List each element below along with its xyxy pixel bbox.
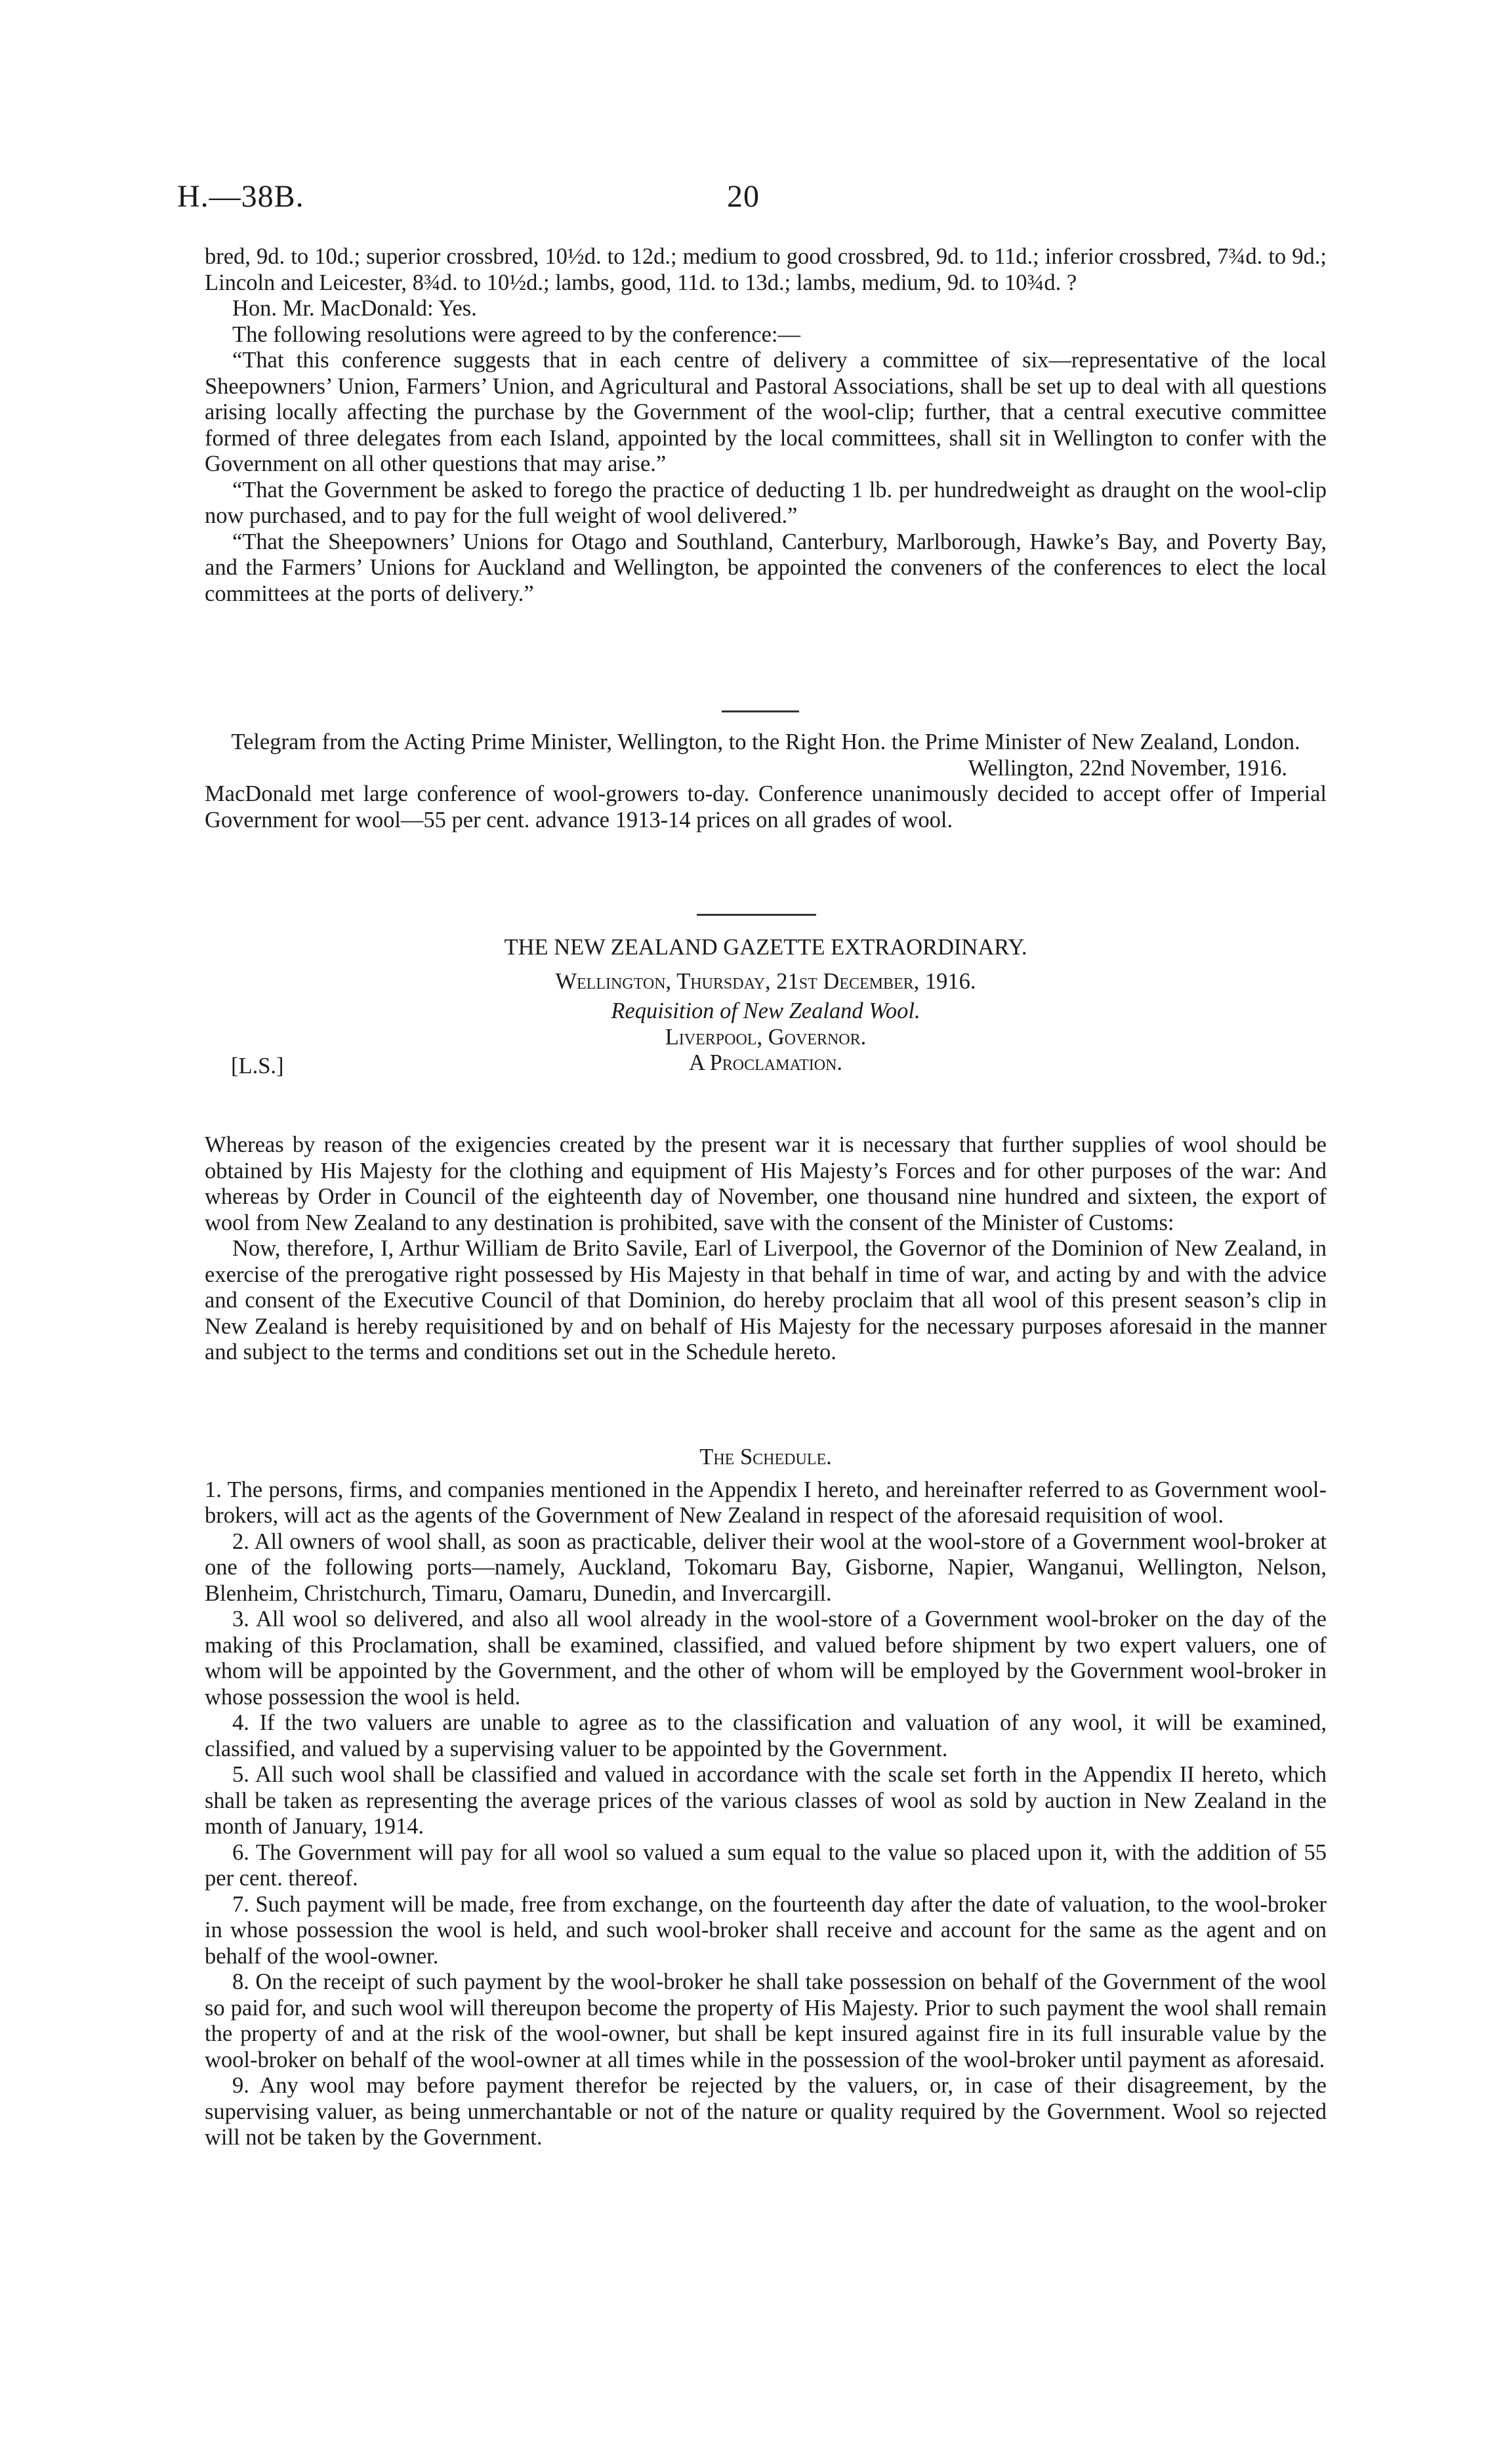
governor-signature: Liverpool, Governor. <box>665 1024 867 1050</box>
section-divider <box>697 914 816 916</box>
report-reference: H.—38B. <box>177 179 304 214</box>
gazette-title: THE NEW ZEALAND GAZETTE EXTRAORDINARY. <box>504 935 1027 960</box>
page-number: 20 <box>727 179 760 214</box>
price-section <box>205 244 1327 607</box>
proclamation-subject: Requisition of New Zealand Wool. <box>611 998 920 1023</box>
proclamation-heading: A Proclamation. <box>688 1050 843 1075</box>
telegram-body: MacDonald met large conference of wool-growers to-day. Conference unanimously decided to accept offer of Imperial Government for wool—55 per cent. advance 1913-14 prices on all grades of wool. <box>205 781 1327 832</box>
section-divider <box>722 710 799 712</box>
schedule-section <box>205 1445 1327 2151</box>
resolution-3: “That the Sheepowners’ Unions for Otago and Southland, Canterbury, Marlborough, Hawke’s Bay, and Poverty Bay, and the Farmers’ Unions for Auckland and Wellington, be appointed the conveners of the conferences to elect the local committees at the ports of delivery.” <box>205 529 1327 606</box>
schedule-clause-3: 3. All wool so delivered, and also all wool already in the wool-store of a Government wool-broker on the day of the making of this Proclamation, shall be examined, classified, and valued before shipment by two expert valuers, one of whom will be appointed by the Government, and the other of whom will be employed by the Government wool-broker in whose possession the wool is held. <box>205 1607 1327 1710</box>
schedule-clause-6: 6. The Government will pay for all wool so valued a sum equal to the value so placed upon it, with the addition of 55 per cent. thereof. <box>205 1839 1327 1891</box>
telegram-section <box>205 729 1327 833</box>
now-therefore-paragraph: Now, therefore, I, Arthur William de Brito Savile, Earl of Liverpool, the Governor of the Dominion of New Zealand, in exercise of the prerogative right possessed by His Majesty in that behalf in time of war, and acting by and with the advice and consent of the Executive Council of that Dominion, do hereby proclaim that all wool of this present season’s clip in New Zealand is hereby requisitioned by and on behalf of His Majesty for the necessary purposes aforesaid in the manner and subject to the terms and conditions set out in the Schedule hereto. <box>205 1236 1327 1365</box>
telegram-date: Wellington, 22nd November, 1916. <box>968 755 1287 781</box>
schedule-clause-1: 1. The persons, firms, and companies mentioned in the Appendix I hereto, and hereinafter referred to as Government wool-brokers, will act as the agents of the Government of New Zealand in respect of the aforesaid requisition of wool. <box>205 1477 1327 1528</box>
resolutions-intro: The following resolutions were agreed to by the conference:— <box>232 321 801 347</box>
telegram-heading: Telegram from the Acting Prime Minister, Wellington, to the Right Hon. the Prime Minister of New Zealand, London. <box>231 729 1300 754</box>
gazette-dateline: Wellington, Thursday, 21st December, 1916. <box>555 968 976 994</box>
wool-price-list: bred, 9d. to 10d.; superior crossbred, 10½d. to 12d.; medium to good crossbred, 9d. to 11d.; inferior crossbred, 7¾d. to 9d.; Lincoln and Leicester, 8¾d. to 10½d.; lambs, good, 11d. to 13d.; lambs, medium, 9d. to 10¾d. ? <box>205 244 1327 295</box>
schedule-clause-4: 4. If the two valuers are unable to agree as to the classification and valuation of any wool, it will be examined, classified, and valued by a supervising valuer to be appointed by the Government. <box>205 1710 1327 1761</box>
schedule-clause-5: 5. All such wool shall be classified and valued in accordance with the scale set forth in the Appendix II hereto, which shall be taken as representing the average prices of the various classes of wool as sold by auction in New Zealand in the month of January, 1914. <box>205 1762 1327 1839</box>
resolution-1: “That this conference suggests that in each centre of delivery a committee of six—representative of the local Sheepowners’ Union, Farmers’ Union, and Agricultural and Pastoral Associations, shall be set up to deal with all questions arising locally affecting the purchase by the Government of the wool-clip; further, that a central executive committee formed of three delegates from each Island, appointed by the local committees, shall sit in Wellington to confer with the Government on all other questions that may arise.” <box>205 348 1327 476</box>
schedule-heading: The Schedule. <box>699 1445 832 1469</box>
seal-mark: [L.S.] <box>231 1054 284 1078</box>
resolution-2: “That the Government be asked to forego the practice of deducting 1 lb. per hundredweight as draught on the wool-clip now purchased, and to pay for the full weight of wool delivered.” <box>205 477 1327 528</box>
minister-reply: Hon. Mr. MacDonald: Yes. <box>232 296 477 321</box>
gazette-header <box>205 935 1327 1077</box>
schedule-clause-7: 7. Such payment will be made, free from exchange, on the fourteenth day after the date of valuation, to the wool-broker in whose possession the wool is held, and such wool-broker shall receive and account for the same as the agent and on behalf of the wool-owner. <box>205 1891 1327 1969</box>
proclamation-body <box>205 1132 1327 1366</box>
schedule-clause-2: 2. All owners of wool shall, as soon as practicable, deliver their wool at the wool-store of a Government wool-broker at one of the following ports—namely, Auckland, Tokomaru Bay, Gisborne, Napier, Wanganui, Wellington, Nelson, Blenheim, Christchurch, Timaru, Oamaru, Dunedin, and Invercargill. <box>205 1529 1327 1606</box>
whereas-paragraph: Whereas by reason of the exigencies created by the present war it is necessary that further supplies of wool should be obtained by His Majesty for the clothing and equipment of His Majesty’s Forces and for other purposes of the war: And whereas by Order in Council of the eighteenth day of November, one thousand nine hundred and sixteen, the export of wool from New Zealand to any destination is prohibited, save with the consent of the Minister of Customs: <box>205 1132 1327 1235</box>
schedule-clause-9: 9. Any wool may before payment therefor be rejected by the valuers, or, in case of their disagreement, by the supervising valuer, as being unmerchantable or not of the nature or quality required by the Government. Wool so rejected will not be taken by the Government. <box>205 2073 1327 2150</box>
schedule-clause-8: 8. On the receipt of such payment by the wool-broker he shall take possession on behalf of the Government of the wool so paid for, and such wool will thereupon become the property of His Majesty. Prior to such payment the wool shall remain the property of and at the risk of the wool-owner, but shall be kept insured against fire in its full insurable value by the wool-broker on behalf of the wool-owner at all times while in the possession of the wool-broker until payment as aforesaid. <box>205 1969 1327 2072</box>
